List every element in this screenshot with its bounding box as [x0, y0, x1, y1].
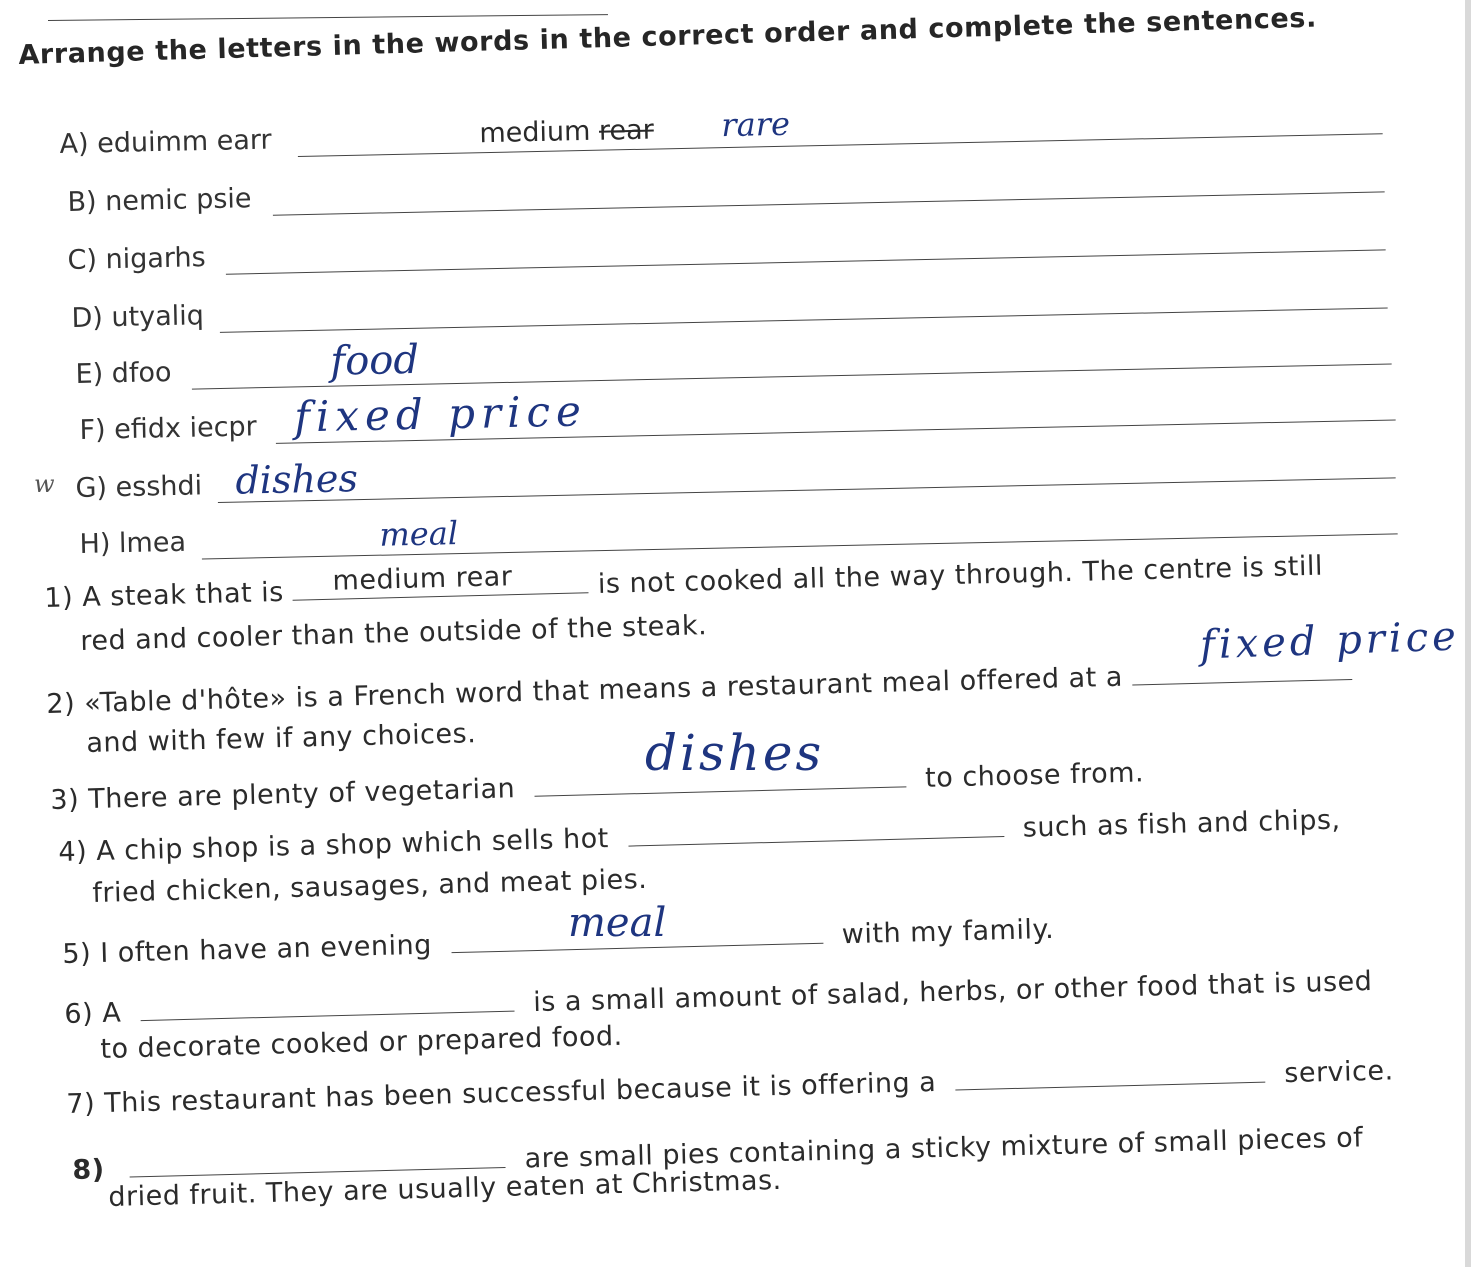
answer-blank[interactable]	[627, 810, 1004, 847]
word-label: C) nigarhs	[67, 242, 206, 277]
sentence-2-line-2: and with few if any choices.	[86, 718, 477, 759]
sentence-6-line-1	[64, 963, 1373, 1030]
sentence-7-line-1	[66, 1052, 1394, 1120]
sentence-text: is not cooked all the way through. The centre is still	[597, 550, 1324, 600]
sentence-3-line-1	[50, 754, 1144, 816]
typed-answer: medium rear	[479, 114, 655, 150]
handwritten-answer-2: fixed price	[1199, 613, 1461, 669]
sentence-text: is a small amount of salad, herbs, or other food that is used	[532, 965, 1373, 1019]
sentence-number: 3)	[50, 784, 80, 816]
answer-blank[interactable]	[955, 1056, 1266, 1091]
sentence-text: A chip shop is a shop which sells hot	[95, 823, 610, 868]
struck-word: rear	[598, 114, 655, 147]
word-label: F) efidx iecpr	[79, 411, 258, 447]
sentence-text: There are plenty of vegetarian	[87, 773, 516, 816]
sentence-text: service.	[1283, 1055, 1394, 1090]
word-label: D) utyaliq	[71, 300, 205, 335]
handwritten-answer: meal	[379, 514, 459, 554]
word-label: A) eduimm earr	[59, 124, 272, 161]
sentence-text: «Table d'hôte» is a French word that means a restaurant meal offered at a	[83, 661, 1124, 720]
answer-blank[interactable]	[140, 985, 515, 1021]
sentence-number: 1)	[44, 582, 74, 614]
sentence-text: such as fish and chips,	[1022, 804, 1341, 844]
sentence-text: A steak that is	[81, 576, 285, 614]
sentence-number: 6)	[64, 998, 94, 1030]
sentence-text: A	[101, 997, 122, 1030]
word-label: H) lmea	[79, 526, 187, 561]
handwritten-answer: rare	[720, 104, 791, 145]
sentence-1-line-2: red and cooler than the outside of the steak.	[80, 610, 708, 657]
handwritten-answer-5: meal	[568, 900, 667, 946]
answer-blank[interactable]	[292, 561, 589, 600]
handwritten-answer: fixed price	[293, 386, 588, 442]
word-label: E) dfoo	[75, 357, 172, 391]
sentence-number: 4)	[58, 836, 88, 868]
word-label: B) nemic psie	[67, 183, 252, 219]
handwritten-answer: dishes	[235, 456, 359, 503]
sentence-text: This restaurant has been successful because it is offering a	[103, 1066, 937, 1120]
sentence-4-line-2: fried chicken, sausages, and meat pies.	[92, 863, 648, 909]
sentence-text: are small pies containing a sticky mixture of small pieces of	[524, 1122, 1364, 1175]
sentence-4-line-1	[58, 802, 1341, 868]
sentence-8-line-2: dried fruit. They are usually eaten at Christmas.	[108, 1164, 783, 1213]
sentence-2-line-1	[46, 653, 1352, 720]
sentence-1-line-1	[44, 548, 1323, 614]
sentence-6-line-2: to decorate cooked or prepared food.	[100, 1020, 623, 1065]
sentence-number: 5)	[62, 938, 92, 970]
sentence-text: with my family.	[841, 913, 1055, 951]
sentence-text: I often have an evening	[99, 929, 433, 970]
sentence-number: 8)	[72, 1154, 105, 1186]
handwritten-answer-3: dishes	[645, 724, 825, 782]
handwritten-answer: food	[329, 336, 420, 385]
typed-answer: medium rear	[332, 561, 513, 597]
margin-mark: w	[34, 470, 55, 498]
instructions-heading: Arrange the letters in the words in the correct order and complete the sentences.	[18, 2, 1318, 71]
sentence-number: 7)	[66, 1088, 96, 1120]
word-label: G) esshdi	[75, 470, 203, 505]
sentence-5-line-1	[62, 911, 1054, 970]
sentence-number: 2)	[46, 688, 76, 720]
answer-blank[interactable]	[129, 1141, 506, 1178]
sentence-text: to choose from.	[924, 757, 1145, 794]
